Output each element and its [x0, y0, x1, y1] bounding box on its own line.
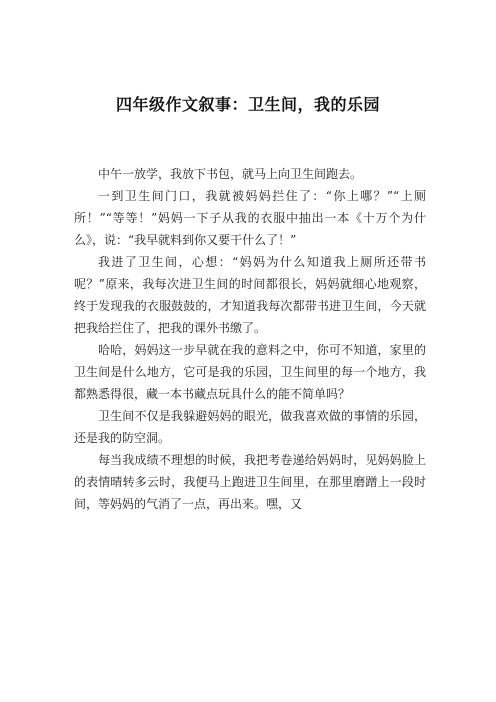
paragraph-2: 一到卫生间门口，我就被妈妈拦住了：“你上哪？”“上厕所！”“等等！”妈妈一下子从我的衣服中抽出一本《十万个为什么》，说：“我早就料到你又要干什么了！”	[74, 189, 426, 247]
paragraph-4: 哈哈，妈妈这一步早就在我的意料之中，你可不知道，家里的卫生间是什么地方，它可是我的乐园，卫生间里的每一个地方，我都熟悉得很，藏一本书藏点玩具什么的能不简单吗？	[74, 343, 426, 401]
paragraph-5: 卫生间不仅是我躲避妈妈的眼光，做我喜欢做的事情的乐园，还是我的防空洞。	[74, 409, 426, 445]
paragraph-6: 每当我成绩不理想的时候，我把考卷递给妈妈时，见妈妈脸上的表情晴转多云时，我便马上跑进卫生间里，在那里磨蹭上一段时间，等妈妈的气消了一点，再出来。嘿，又	[74, 453, 426, 511]
page-title: 四年级作文叙事：卫生间，我的乐园	[115, 95, 380, 114]
article-body	[74, 163, 426, 515]
paragraph-3: 我进了卫生间，心想：“妈妈为什么知道我上厕所还带书呢？”原来，我每次进卫生间的时间都很长，妈妈就细心地观察，终于发现我的衣服鼓鼓的，才知道我每次都带书进卫生间，今天就把我给拦住了，把我的课外书缴了。	[74, 255, 426, 335]
paragraph-1: 中午一放学，我放下书包，就马上向卫生间跑去。	[98, 167, 363, 181]
